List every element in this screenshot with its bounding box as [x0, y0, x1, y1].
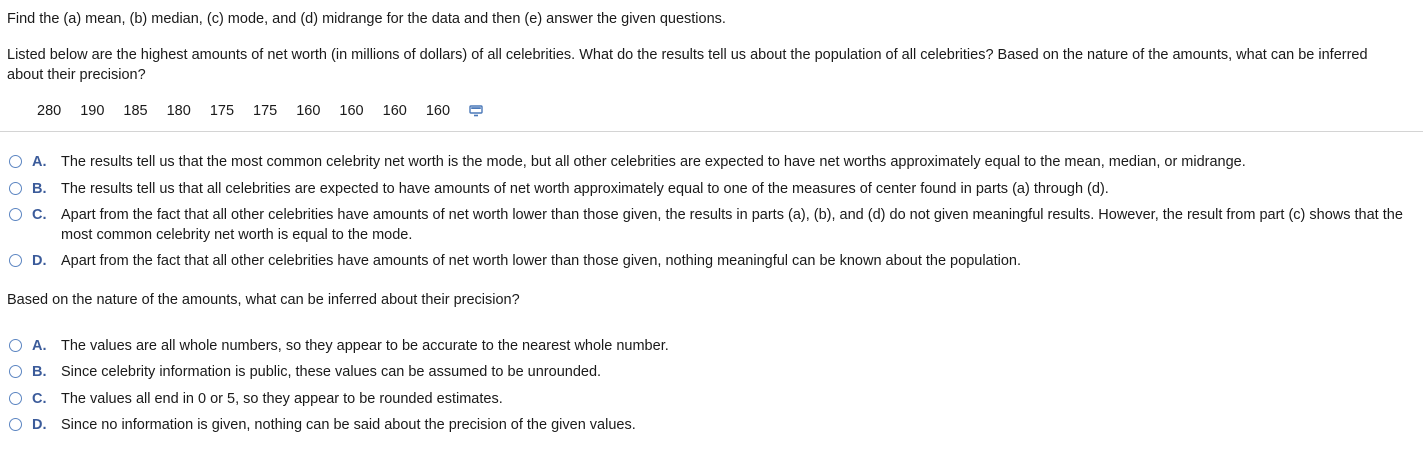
q2-option-d[interactable] [9, 415, 1414, 435]
radio-button[interactable] [9, 254, 22, 267]
option-letter: C. [32, 391, 47, 407]
option-text[interactable]: The values all end in 0 or 5, so they appear to be rounded estimates. [61, 391, 503, 407]
radio-button[interactable] [9, 392, 22, 405]
data-value: 160 [339, 103, 364, 119]
data-value: 190 [80, 103, 105, 119]
data-value: 160 [425, 103, 451, 119]
option-letter: A. [32, 154, 47, 170]
option-text[interactable]: Apart from the fact that all other celebrities have amounts of net worth lower than those given, nothing meaningful can be known about the population. [61, 253, 1022, 269]
question2-prompt: Based on the nature of the amounts, what can be inferred about their precision? [7, 292, 520, 308]
option-letter: D. [32, 417, 47, 433]
option-text[interactable]: The values are all whole numbers, so they appear to be accurate to the nearest whole number. [61, 338, 669, 354]
data-value: 280 [37, 103, 62, 119]
option-text[interactable]: The results tell us that the most common celebrity net worth is the mode, but all other celebrities are expected to have net worths approximately equal to the mean, median, or midrange. [61, 154, 1246, 170]
radio-button[interactable] [9, 208, 22, 221]
option-text[interactable]: The results tell us that all celebrities are expected to have amounts of net worth approximately equal to one of the measures of center found in parts (a) through (d). [61, 181, 1109, 197]
instructions-text: Find the (a) mean, (b) median, (c) mode, and (d) midrange for the data and then (e) answer the given questions. [7, 11, 726, 27]
data-value: 175 [209, 103, 235, 119]
option-text[interactable]: Since celebrity information is public, these values can be assumed to be unrounded. [61, 364, 602, 380]
copy-data-icon[interactable] [469, 105, 484, 118]
data-value: 175 [253, 103, 278, 119]
q2-option-b[interactable] [9, 362, 1414, 382]
radio-button[interactable] [9, 365, 22, 378]
data-values-row [37, 101, 484, 121]
q1-option-c[interactable] [9, 205, 1414, 245]
option-text[interactable]: Since no information is given, nothing can be said about the precision of the given values. [61, 417, 636, 433]
radio-button[interactable] [9, 339, 22, 352]
radio-button[interactable] [9, 182, 22, 195]
option-letter: D. [32, 253, 47, 269]
q1-option-d[interactable] [9, 251, 1414, 271]
q2-option-a[interactable] [9, 336, 1414, 356]
data-value: 160 [382, 103, 407, 119]
q2-option-c[interactable] [9, 389, 1414, 409]
radio-button[interactable] [9, 418, 22, 431]
option-letter: B. [32, 364, 47, 380]
option-letter: B. [32, 181, 47, 197]
radio-button[interactable] [9, 155, 22, 168]
q1-option-b[interactable] [9, 179, 1414, 199]
problem-statement: Listed below are the highest amounts of net worth (in millions of dollars) of all celebrities. What do the results tell us about the population of all celebrities? Based on the nature of the amounts, what can be inferred about their precision? [7, 47, 1368, 83]
data-value: 180 [166, 103, 191, 119]
data-value: 160 [296, 103, 321, 119]
section-divider [0, 131, 1423, 132]
option-letter: C. [32, 207, 47, 223]
option-letter: A. [32, 338, 47, 354]
q1-option-a[interactable] [9, 152, 1414, 172]
data-value: 185 [123, 103, 148, 119]
option-text[interactable]: Apart from the fact that all other celebrities have amounts of net worth lower than those given, the results in parts (a), (b), and (d) do not given meaningful results. However, the result from part (c) shows that the most common celebrity net worth is equal to the mode. [61, 207, 1403, 243]
